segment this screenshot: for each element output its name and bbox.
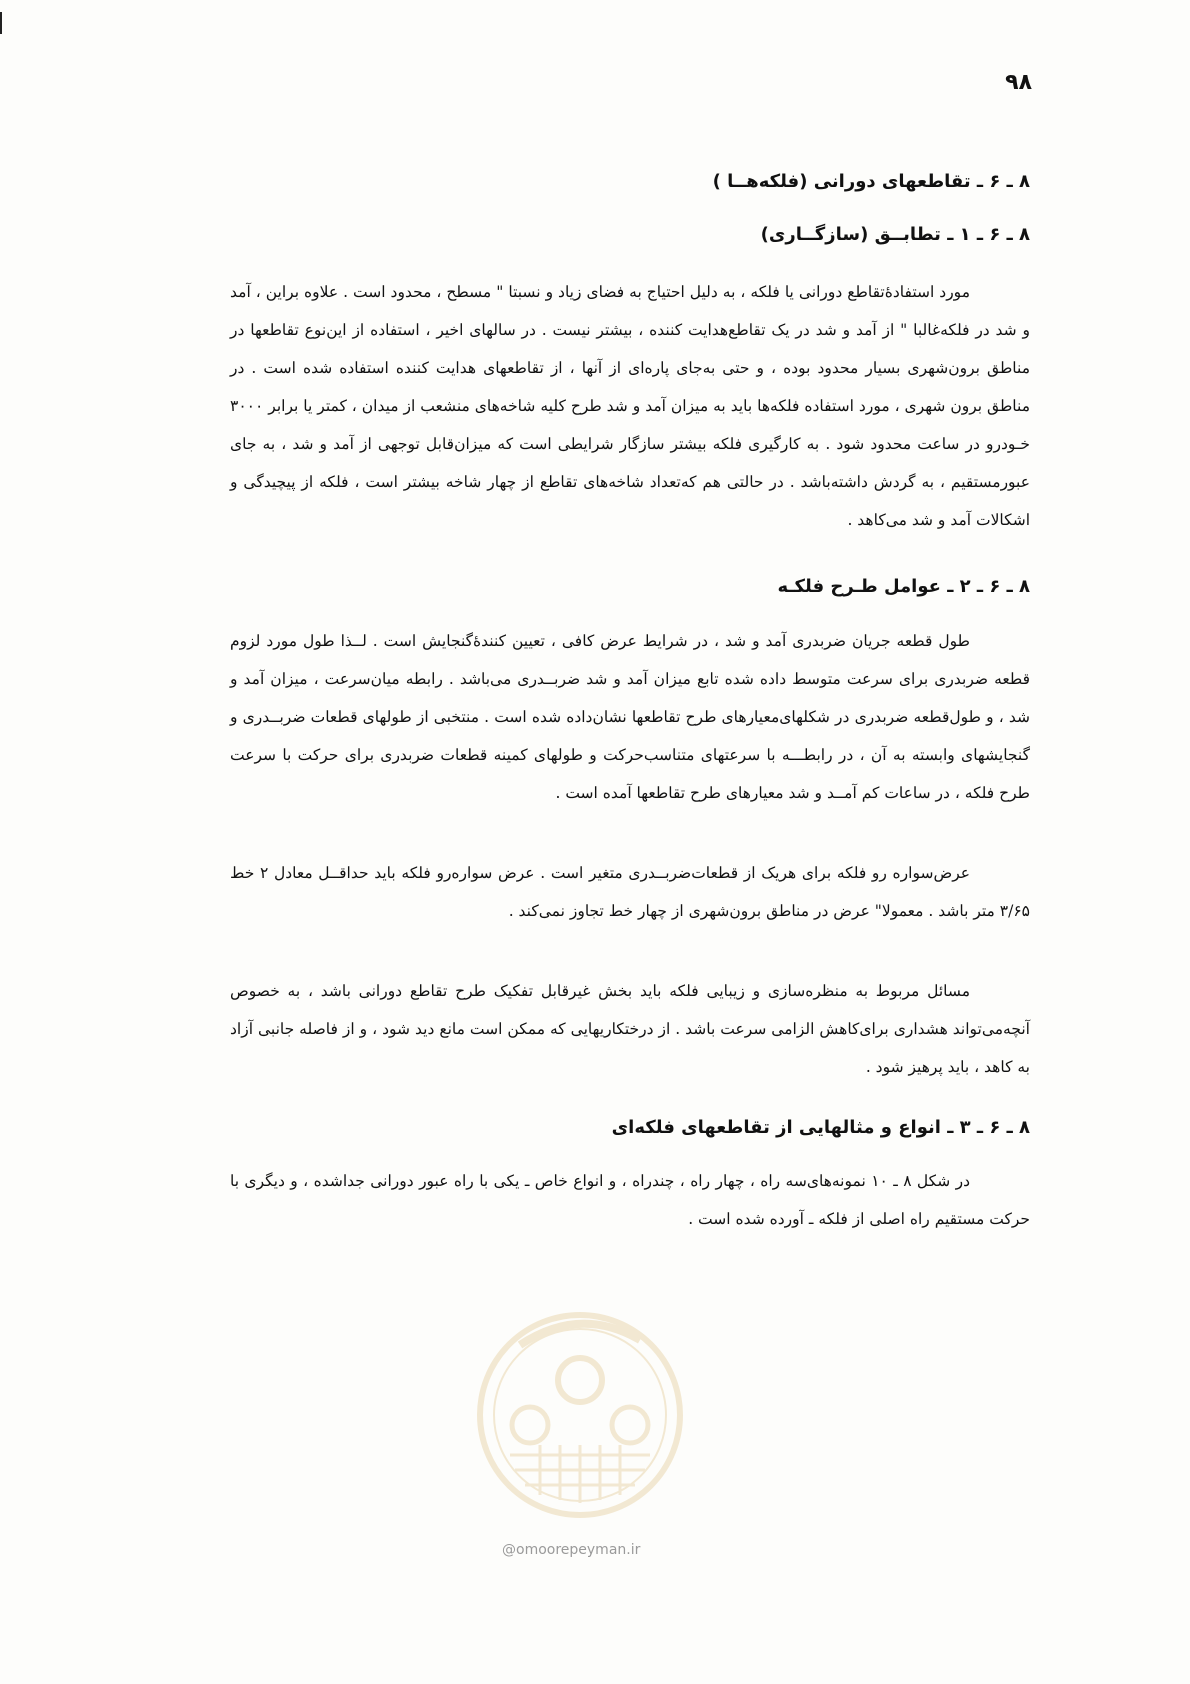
paragraph-roadway-width: عرض‌سواره رو فلکه برای هریک از قطعات‌ضربــدری متغیر است . عرض سواره‌رو فلکه باید حداقــل معادل ۲ خط ۳/۶۵ متر باشد . معمولا" عرض در مناطق برون‌شهری از چهار خط تجاوز نمی‌کند . xyxy=(230,864,1030,921)
section-heading-8-6: ۸ ـ ۶ ـ تقاطعهای دورانی (فلکه‌هــا ) xyxy=(712,171,1030,192)
paragraph-compatibility: مورد استفاده‌ٔتقاطع دورانی یا فلکه ، به دلیل احتیاج به فضای زیاد و نسبتا " مسطح ، محدود است . علاوه براین ، آمد و شد در فلکه‌غالبا " از آمد و شد در یک تقاطع‌هدایت کننده ، بیشتر نیست . در سالهای اخیر ، استفاده از این‌نوع تقاطعها در مناطق برون‌شهری بسیار محدود بوده ، و حتی به‌جای پاره‌ای از آنها ، از تقاطعهای هدایت کننده استفاده شده است . در مناطق برون شهری ، مورد استفاده فلکه‌ها باید به میزان آمد و شد طرح کلیه شاخه‌های منشعب از میدان ، کمتر یا برابر ۳۰۰۰ خـودرو در ساعت محدود شود . به کارگیری فلکه بیشتر سازگار شرایطی است که میزان‌قابل توجهی از آمد و شد ، به جای عبورمستقیم ، به گردش داشته‌باشد . در حالتی هم که‌تعداد شاخه‌های تقاطع از چهار شاخه بیشتر است ، فلکه از پیچیدگی و اشکالات آمد و شد می‌کاهد . xyxy=(230,282,1030,529)
paragraph-landscaping: مسائل مربوط به منظره‌سازی و زیبایی فلکه باید بخش غیرقابل تفکیک طرح تقاطع دورانی باشد ، به خصوص آنچه‌می‌تواند هشداری برای‌کاهش الزامی سرعت باشد . از درختکاریهایی که ممکن است مانع دید شود ، و از فاصله جانبی آزاد به کاهد ، باید پرهیز شود . xyxy=(230,982,1030,1077)
page-content xyxy=(230,170,1030,1238)
section-heading-8-6-2: ۸ ـ ۶ ـ ۲ ـ عوامل طـرح فلکـه xyxy=(777,575,1030,597)
paragraph-weaving-length: طول قطعه جریان ضربدری آمد و شد ، در شرایط عرض کافی ، تعیین کننده‌ٔگنجایش است . لــذا طول مورد لزوم قطعه ضربدری برای سرعت متوسط داده شده تابع میزان آمد و شد ضربــدری می‌باشد . رابطه میان‌سرعت ، میزان آمد و شد ، و طول‌قطعه ضربدری در شکلهای‌معیارهای طرح تقاطعها نشان‌داده شده است . منتخبی از طولهای قطعات ضربــدری و گنجایشهای وابسته به آن ، در رابطـــه با سرعتهای متناسب‌حرکت و طولهای کمینه قطعات ضربدری برای حرکت با سرعت طرح فلکه ، در ساعات کم آمــد و شد معیارهای طرح تقاطعها آمده است . xyxy=(230,632,1030,803)
section-heading-8-6-1: ۸ ـ ۶ ـ ۱ ـ تطابــق (سازگــاری) xyxy=(760,224,1030,246)
paragraph-types-examples: در شکل ۸ ـ ۱۰ نمونه‌های‌سه راه ، چهار راه ، چندراه ، و انواع خاص ـ یکی با راه عبور دورانی جداشده ، و دیگری با حرکت مستقیم راه اصلی از فلکه ـ آورده شده است . xyxy=(230,1171,1030,1228)
omoorepeyman-seal-icon xyxy=(470,1285,690,1585)
page-number: ۹۸ xyxy=(1005,70,1032,95)
scan-edge-mark xyxy=(0,12,2,34)
section-heading-8-6-3: ۸ ـ ۶ ـ ۳ ـ انواع و مثالهایی از تقاطعهای فلکه‌ای xyxy=(611,1117,1030,1139)
watermark-site-text: @omoorepeyman.ir xyxy=(502,1542,641,1558)
